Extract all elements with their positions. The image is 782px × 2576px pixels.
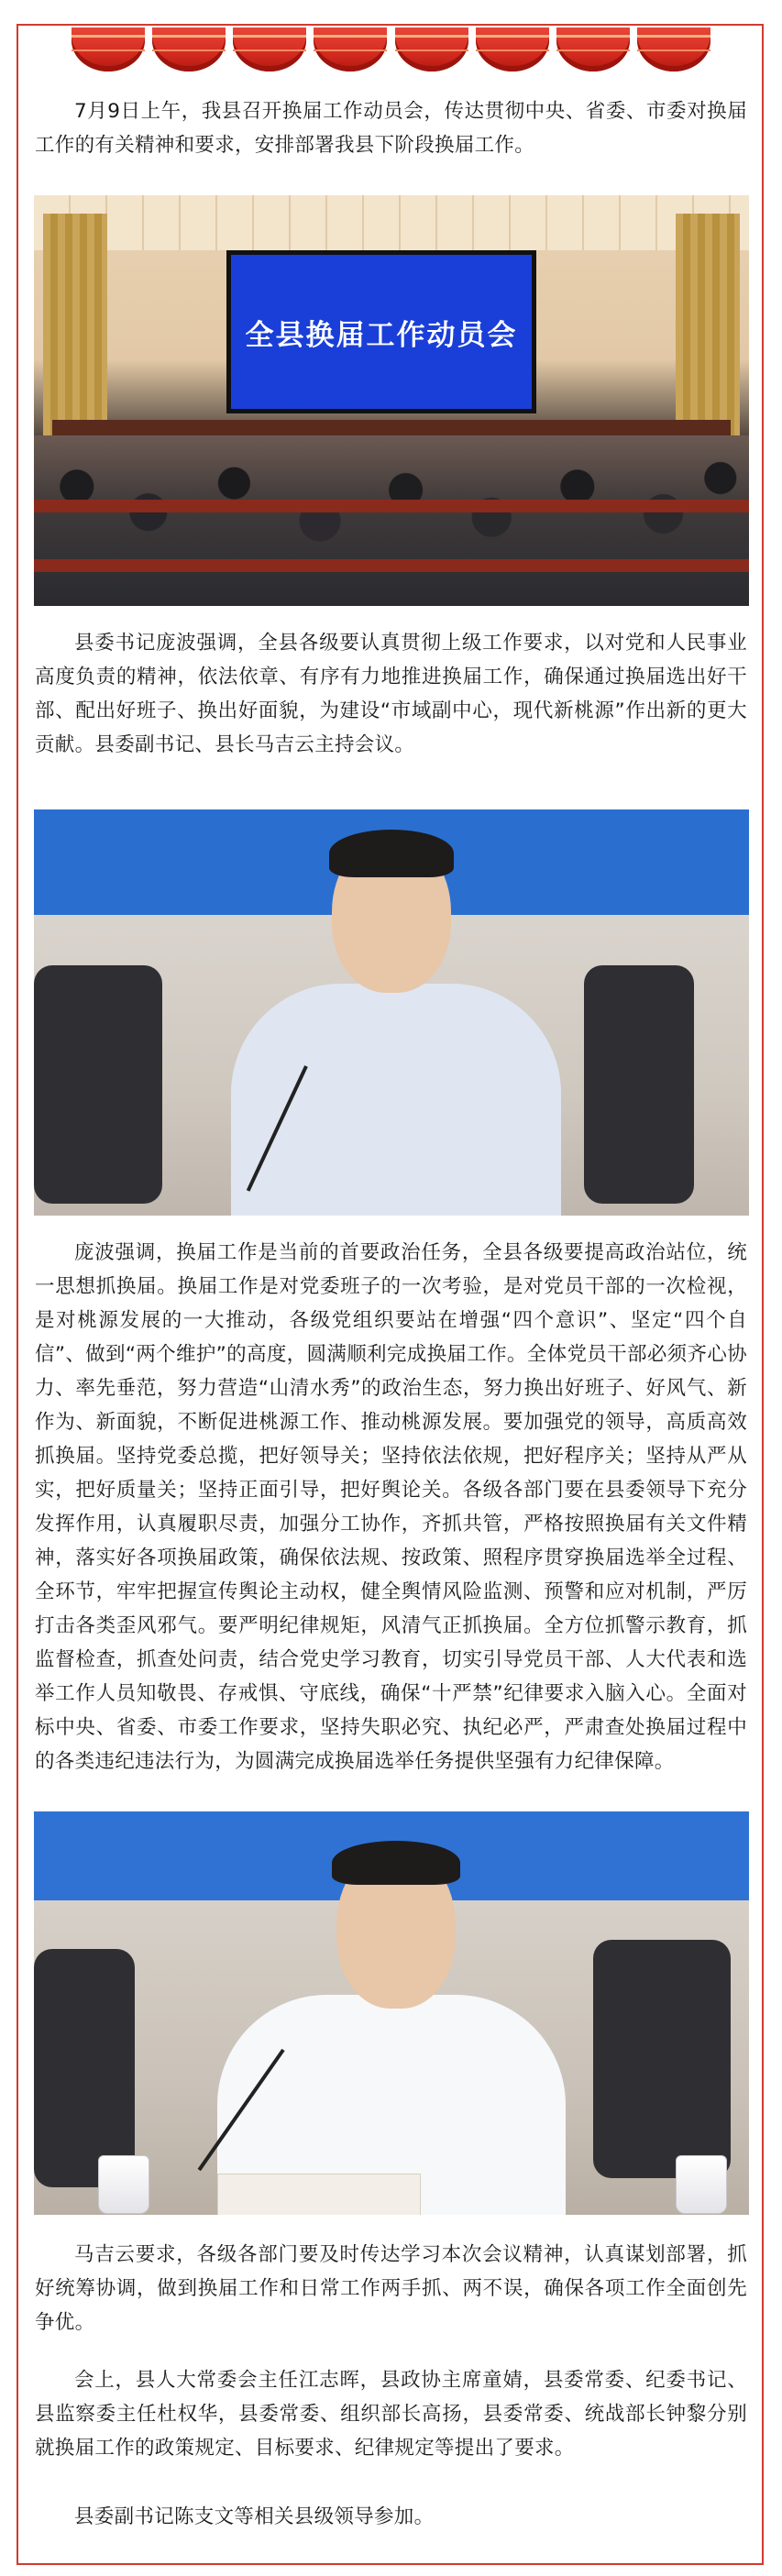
majiyun-paragraph: 马吉云要求，各级各部门要及时传达学习本次会议精神，认真谋划部署，抓好统筹协调，做到换届工作和日常工作两手抓、两不误，确保各项工作全面创先争优。 <box>35 2243 747 2334</box>
lantern-icon <box>314 28 387 72</box>
lantern-banner <box>72 28 710 75</box>
attendees-speech-paragraph: 会上，县人大常委会主任江志晖，县政协主席童婧，县委常委、纪委书记、县监察委主任杜权华，县委常委、组织部长高扬，县委常委、统战部长钟黎分别就换届工作的政策规定、目标要求、纪律规定等提出了要求。 <box>35 2369 747 2460</box>
lantern-icon <box>637 28 710 72</box>
lantern-icon <box>395 28 468 72</box>
secretary-paragraph: 县委书记庞波强调，全县各级要认真贯彻上级工作要求，以对党和人民事业高度负责的精神，依法依章、有序有力地推进换届工作，确保通过换届选出好干部、配出好班子、换出好面貌，为建设“市域副中心，现代新桃源”作出新的更大贡献。县委副书记、县长马吉云主持会议。 <box>35 632 747 756</box>
meeting-hall-photo <box>34 195 749 606</box>
intro-paragraph: 7月9日上午，我县召开换届工作动员会，传达贯彻中央、省委、市委对换届工作的有关精神和要求，安排部署我县下阶段换届工作。 <box>35 100 747 157</box>
lantern-icon <box>476 28 549 72</box>
speaker-photo-majiyun <box>34 1811 749 2215</box>
attendance-paragraph: 县委副书记陈支文等相关县级领导参加。 <box>74 2505 435 2528</box>
main-speech-paragraph: 庞波强调，换届工作是当前的首要政治任务，全县各级要提高政治站位，统一思想抓换届。换届工作是对党委班子的一次考验，是对党员干部的一次检视，是对桃源发展的一大推动，各级党组织要站在增强“四个意识”、坚定“四个自信”、做到“两个维护”的高度，圆满顺利完成换届工作。全体党员干部必须齐心协力、率先垂范，努力营造“山清水秀”的政治生态，努力换出好班子、好风气、新作为、新面貌，不断促进桃源工作、推动桃源发展。要加强党的领导，高质高效抓换届。坚持党委总揽，把好领导关；坚持依法依规，把好程序关；坚持从严从实，把好质量关；坚持正面引导，把好舆论关。各级各部门要在县委领导下充分发挥作用，认真履职尽责，加强分工协作，齐抓共管，严格按照换届有关文件精神，落实好各项换届政策，确保依法规、按政策、照程序贯穿换届选举全过程、全环节，牢牢把握宣传舆论主动权，健全舆情风险监测、预警和应对机制，严厉打击各类歪风邪气。要严明纪律规矩，风清气正抓换届。全方位抓警示教育，抓监督检查，抓查处问责，结合党史学习教育，切实引导党员干部、人大代表和选举工作人员知敬畏、存戒惧、守底线，确保“十严禁”纪律要求入脑入心。全面对标中央、省委、市委工作要求，坚持失职必究、执纪必严，严肃查处换届过程中的各类违纪违法行为，为圆满完成换届选举任务提供坚强有力纪律保障。 <box>35 1241 747 1773</box>
speaker-photo-pangbo <box>34 809 749 1216</box>
audience <box>34 435 749 606</box>
lantern-icon <box>556 28 630 72</box>
lantern-icon <box>152 28 226 72</box>
lantern-icon <box>233 28 306 72</box>
lantern-icon <box>72 28 145 72</box>
stage-screen-title: 全县换届工作动员会 <box>245 318 518 352</box>
stage-screen <box>226 250 536 413</box>
